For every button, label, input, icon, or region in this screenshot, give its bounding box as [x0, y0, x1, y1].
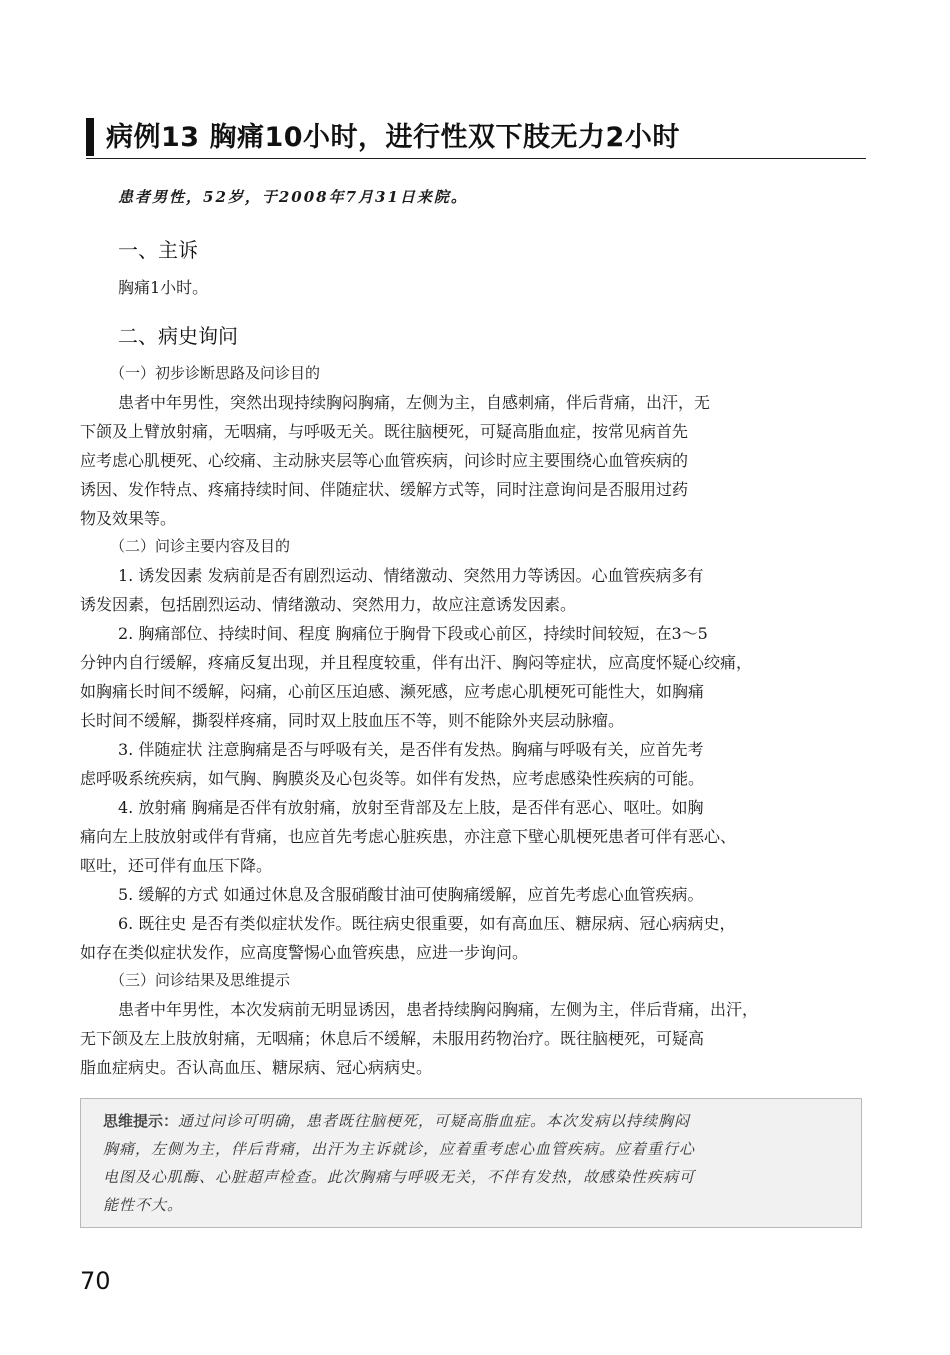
paragraph-line: 分钟内自行缓解，疼痛反复出现，并且程度较重，伴有出汗、胸闷等症状，应高度怀疑心绞痛，	[80, 653, 753, 672]
paragraph-line: 应考虑心肌梗死、心绞痛、主动脉夹层等心血管疾病，问诊时应主要围绕心血管疾病的	[80, 451, 689, 470]
title-underline	[86, 158, 866, 159]
paragraph-line: 下颌及上臂放射痛，无咽痛，与呼吸无关。既往脑梗死，可疑高脂血症，按常见病首先	[80, 422, 689, 441]
chief-complaint-text: 胸痛1小时。	[118, 278, 209, 297]
paragraph-line: 1. 诱发因素 发病前是否有剧烈运动、情绪激动、突然用力等诱因。心血管疾病多有	[118, 566, 704, 585]
paragraph-line: 3. 伴随症状 注意胸痛是否与呼吸有关，是否伴有发热。胸痛与呼吸有关，应首先考	[118, 740, 704, 759]
tip-line: 胸痛，左侧为主，伴后背痛，出汗为主诉就诊，应着重考虑心血管疾病。应着重行心	[103, 1140, 696, 1158]
section-heading-history: 二、病史询问	[118, 324, 238, 348]
tip-line: 能性不大。	[103, 1196, 184, 1214]
title-accent-bar	[86, 118, 94, 156]
paragraph-line: 4. 放射痛 胸痛是否伴有放射痛，放射至背部及左上肢，是否伴有恶心、呕吐。如胸	[118, 798, 704, 817]
section-heading-chief-complaint: 一、主诉	[118, 238, 198, 262]
paragraph-line: 如胸痛长时间不缓解，闷痛，心前区压迫感、濒死感，应考虑心肌梗死可能性大，如胸痛	[80, 682, 705, 701]
page-number: 70	[80, 1267, 111, 1295]
paragraph-line: 脂血症病史。否认高血压、糖尿病、冠心病病史。	[80, 1058, 433, 1077]
thinking-tip-box	[80, 1098, 862, 1228]
paragraph-line: 2. 胸痛部位、持续时间、程度 胸痛位于胸骨下段或心前区，持续时间较短，在3～5	[118, 624, 708, 643]
tip-label: 思维提示：	[103, 1112, 179, 1130]
paragraph-line: 患者中年男性，突然出现持续胸闷胸痛，左侧为主，自感刺痛，伴后背痛，出汗，无	[118, 393, 711, 412]
paragraph-line: 长时间不缓解，撕裂样疼痛，同时双上肢血压不等，则不能除外夹层动脉瘤。	[80, 711, 625, 730]
tip-text: 通过问诊可明确，患者既往脑梗死，可疑高脂血症。本次发病以持续胸闷	[178, 1112, 691, 1130]
paragraph-line: 如存在类似症状发作，应高度警惕心血管疾患，应进一步询问。	[80, 943, 529, 962]
subsection-heading-initial-diagnosis: （一）初步诊断思路及问诊目的	[110, 364, 321, 382]
paragraph-line: 诱因、发作特点、疼痛持续时间、伴随症状、缓解方式等，同时注意询问是否服用过药	[80, 480, 689, 499]
paragraph-line: 5. 缓解的方式 如通过休息及含服硝酸甘油可使胸痛缓解，应首先考虑心血管疾病。	[118, 885, 704, 904]
paragraph-line: 患者中年男性，本次发病前无明显诱因，患者持续胸闷胸痛，左侧为主，伴后背痛，出汗，	[118, 1000, 759, 1019]
subsection-heading-inquiry-content: （二）问诊主要内容及目的	[110, 537, 291, 555]
patient-info: 患者男性，52岁，于2008年7月31日来院。	[118, 188, 468, 206]
paragraph-line: 物及效果等。	[80, 509, 177, 528]
paragraph-line: 无下颌及左上肢放射痛，无咽痛；休息后不缓解，未服用药物治疗。既往脑梗死，可疑高	[80, 1029, 705, 1048]
tip-line: 电图及心肌酶、心脏超声检查。此次胸痛与呼吸无关，不伴有发热，故感染性疾病可	[103, 1168, 696, 1186]
tip-line	[103, 1109, 690, 1133]
paragraph-line: 呕吐，还可伴有血压下降。	[80, 856, 273, 875]
paragraph-line: 6. 既往史 是否有类似症状发作。既往病史很重要，如有高血压、糖尿病、冠心病病史，	[118, 914, 736, 933]
subsection-heading-inquiry-results: （三）问诊结果及思维提示	[110, 971, 291, 989]
paragraph-line: 痛向左上肢放射或伴有背痛，也应首先考虑心脏疾患，亦注意下壁心肌梗死患者可伴有恶心、	[80, 827, 737, 846]
case-title: 病例13 胸痛10小时，进行性双下肢无力2小时	[106, 122, 680, 153]
paragraph-line: 诱发因素，包括剧烈运动、情绪激动、突然用力，故应注意诱发因素。	[80, 595, 577, 614]
paragraph-line: 虑呼吸系统疾病，如气胸、胸膜炎及心包炎等。如伴有发热，应考虑感染性疾病的可能。	[80, 769, 705, 788]
